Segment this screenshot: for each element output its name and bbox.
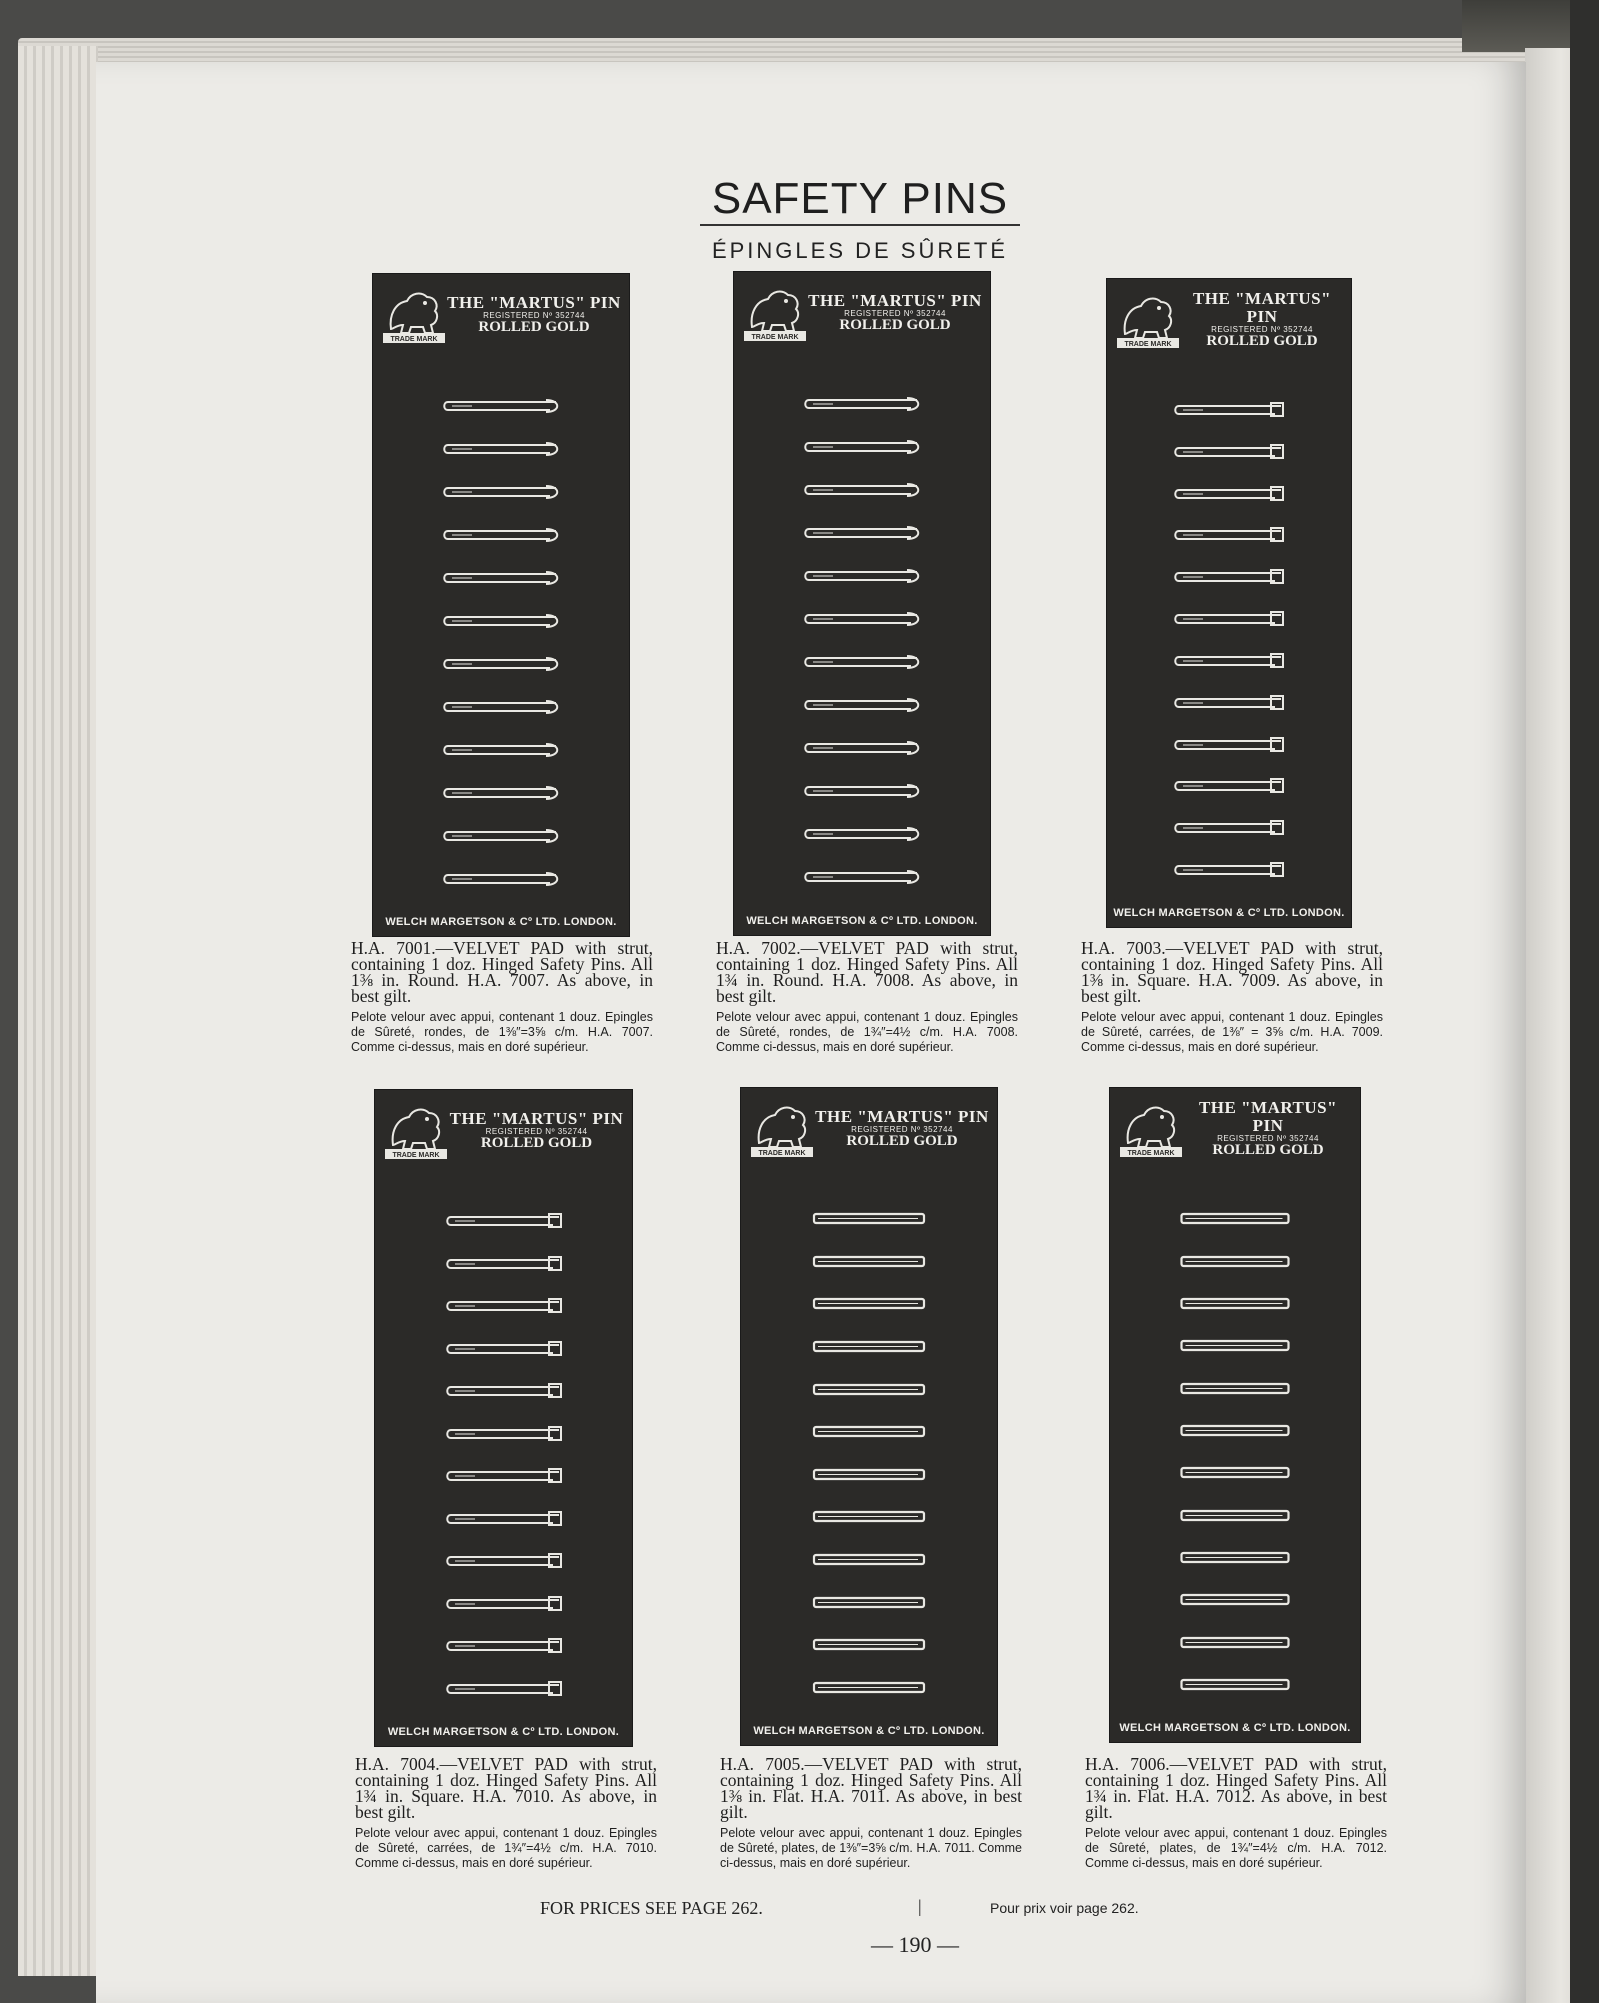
caption-english: H.A. 7005.—VELVET PAD with strut, containing 1 doz. Hinged Safety Pins. All 1⅜ in. Flat. H.A. 7011. As above, in best gilt.	[720, 1754, 1022, 1822]
safety-pin-icon	[803, 654, 921, 675]
safety-pin-icon	[1173, 820, 1285, 841]
svg-text:TRADE MARK: TRADE MARK	[758, 1150, 806, 1157]
safety-pin-icon	[442, 570, 560, 591]
lion-trademark-icon	[1118, 1099, 1184, 1159]
caption-english: H.A. 7006.—VELVET PAD with strut, containing 1 doz. Hinged Safety Pins. All 1¾ in. Flat. H.A. 7012. As above, in best gilt.	[1085, 1754, 1387, 1822]
product-card	[741, 1088, 997, 1745]
lion-trademark-icon	[1115, 290, 1181, 350]
safety-pin-icon	[1173, 695, 1285, 716]
safety-pin-icon	[442, 699, 560, 720]
pin-rows	[741, 1198, 997, 1709]
safety-pin-icon	[1173, 862, 1285, 883]
safety-pin-icon	[445, 1553, 563, 1574]
lion-trademark-icon	[749, 1099, 815, 1159]
caption-english: H.A. 7003.—VELVET PAD with strut, containing 1 doz. Hinged Safety Pins. All 1⅜ in. Square. H.A. 7009. As above, in best gilt.	[1081, 938, 1383, 1006]
maker-imprint: WELCH MARGETSON & Cº LTD. LONDON.	[1119, 1722, 1351, 1734]
registration-number: REGISTERED Nº 352744	[1211, 324, 1313, 334]
safety-pin-icon	[442, 742, 560, 763]
safety-pin-icon	[1178, 1254, 1293, 1275]
svg-text:TRADE MARK: TRADE MARK	[1127, 1150, 1175, 1157]
svg-text:TRADE MARK: TRADE MARK	[751, 334, 799, 341]
safety-pin-icon	[803, 826, 921, 847]
pin-rows	[734, 382, 990, 899]
safety-pin-icon	[1173, 402, 1285, 423]
safety-pin-icon	[1173, 444, 1285, 465]
safety-pin-icon	[803, 396, 921, 417]
safety-pin-icon	[810, 1339, 928, 1360]
safety-pin-icon	[810, 1509, 928, 1530]
safety-pin-icon	[445, 1341, 563, 1362]
card-logo	[1115, 285, 1343, 355]
product-card	[1110, 1088, 1360, 1742]
pin-rows	[1107, 389, 1351, 891]
safety-pin-icon	[1173, 527, 1285, 548]
registration-number: REGISTERED Nº 352744	[485, 1126, 588, 1136]
brand-name: THE "MARTUS" PIN	[815, 1107, 989, 1126]
safety-pin-icon	[442, 527, 560, 548]
caption-french: Pelote velour avec appui, contenant 1 douz. Epingles de Sûreté, rondes, de 1¾″=4½ c/m. H.A. 7008. Comme ci-dessus, mais en doré supérieur.	[716, 1010, 1018, 1054]
safety-pin-icon	[1178, 1211, 1293, 1232]
caption-french: Pelote velour avec appui, contenant 1 douz. Epingles de Sûreté, rondes, de 1⅜″=3⅝ c/m. H.A. 7007. Comme ci-dessus, mais en doré supérieur.	[351, 1010, 653, 1054]
safety-pin-icon	[1173, 611, 1285, 632]
safety-pin-icon	[810, 1254, 928, 1275]
registration-number: REGISTERED Nº 352744	[483, 310, 585, 320]
safety-pin-icon	[810, 1382, 928, 1403]
caption-french: Pelote velour avec appui, contenant 1 douz. Epingles de Sûreté, carrées, de 1¾″=4½ c/m. H.A. 7010. Comme ci-dessus, mais en doré supérieur.	[355, 1826, 657, 1870]
material-label: ROLLED GOLD	[1212, 1142, 1324, 1159]
brand-name: THE "MARTUS" PIN	[447, 293, 621, 312]
safety-pin-icon	[803, 439, 921, 460]
safety-pin-icon	[445, 1256, 563, 1277]
safety-pin-icon	[445, 1426, 563, 1447]
maker-imprint: WELCH MARGETSON & Cº LTD. LONDON.	[746, 915, 978, 927]
safety-pin-icon	[1173, 737, 1285, 758]
lion-trademark-icon	[381, 285, 447, 345]
safety-pin-icon	[1173, 778, 1285, 799]
safety-pin-icon	[1178, 1508, 1293, 1529]
material-label: ROLLED GOLD	[478, 319, 590, 336]
brand-name: THE "MARTUS" PIN	[808, 291, 982, 310]
safety-pin-icon	[810, 1595, 928, 1616]
maker-imprint: WELCH MARGETSON & Cº LTD. LONDON.	[385, 916, 617, 928]
lion-trademark-icon	[383, 1101, 449, 1161]
brand-name: THE "MARTUS" PIN	[449, 1109, 624, 1128]
product-caption	[720, 1756, 1022, 1871]
safety-pin-icon	[442, 484, 560, 505]
page-title: SAFETY PINS	[700, 174, 1020, 226]
safety-pin-icon	[445, 1468, 563, 1489]
caption-english: H.A. 7004.—VELVET PAD with strut, containing 1 doz. Hinged Safety Pins. All 1¾ in. Square. H.A. 7010. As above, in best gilt.	[355, 1754, 657, 1822]
material-label: ROLLED GOLD	[1206, 333, 1318, 350]
card-logo	[381, 280, 621, 350]
safety-pin-icon	[803, 783, 921, 804]
footer-separator: |	[918, 1896, 922, 1916]
safety-pin-icon	[803, 697, 921, 718]
safety-pin-icon	[445, 1638, 563, 1659]
safety-pin-icon	[803, 611, 921, 632]
pin-rows	[373, 384, 629, 900]
prices-note-english: FOR PRICES SEE PAGE 262.	[540, 1898, 763, 1918]
product-card	[375, 1090, 632, 1746]
safety-pin-icon	[445, 1383, 563, 1404]
safety-pin-icon	[1178, 1296, 1293, 1317]
safety-pin-icon	[1178, 1423, 1293, 1444]
safety-pin-icon	[810, 1637, 928, 1658]
card-logo	[383, 1096, 624, 1166]
book-page-edges-left	[18, 46, 98, 1976]
safety-pin-icon	[1178, 1465, 1293, 1486]
card-logo	[742, 278, 982, 348]
product-caption	[351, 940, 653, 1055]
safety-pin-icon	[1178, 1338, 1293, 1359]
safety-pin-icon	[445, 1681, 563, 1702]
safety-pin-icon	[1173, 569, 1285, 590]
pin-rows	[375, 1200, 632, 1710]
caption-english: H.A. 7001.—VELVET PAD with strut, containing 1 doz. Hinged Safety Pins. All 1⅜ in. Round. H.A. 7007. As above, in best gilt.	[351, 938, 653, 1006]
page-subtitle: ÉPINGLES DE SÛRETÉ	[711, 238, 1009, 263]
prices-note-french: Pour prix voir page 262.	[990, 1900, 1139, 1916]
material-label: ROLLED GOLD	[846, 1133, 958, 1150]
caption-french: Pelote velour avec appui, contenant 1 douz. Epingles de Sûreté, plates, de 1¾″=4½ c/m. H.A. 7012. Comme ci-dessus, mais en doré supérieur.	[1085, 1826, 1387, 1870]
product-card	[734, 272, 990, 935]
maker-imprint: WELCH MARGETSON & Cº LTD. LONDON.	[387, 1726, 620, 1738]
maker-imprint: WELCH MARGETSON & Cº LTD. LONDON.	[753, 1725, 985, 1737]
maker-imprint: WELCH MARGETSON & Cº LTD. LONDON.	[1113, 907, 1345, 919]
caption-french: Pelote velour avec appui, contenant 1 douz. Epingles de Sûreté, plates, de 1⅜″=3⅝ c/m. H.A. 7011. Comme ci-dessus, mais en doré supérieur.	[720, 1826, 1022, 1870]
lion-trademark-icon	[742, 283, 808, 343]
svg-text:TRADE MARK: TRADE MARK	[392, 1152, 440, 1159]
safety-pin-icon	[810, 1467, 928, 1488]
caption-french: Pelote velour avec appui, contenant 1 douz. Epingles de Sûreté, carrées, de 1⅜″ = 3⅝ c/m. H.A. 7009. Comme ci-dessus, mais en doré supérieur.	[1081, 1010, 1383, 1054]
safety-pin-icon	[803, 869, 921, 890]
safety-pin-icon	[810, 1552, 928, 1573]
safety-pin-icon	[803, 568, 921, 589]
safety-pin-icon	[810, 1211, 928, 1232]
safety-pin-icon	[803, 525, 921, 546]
safety-pin-icon	[442, 828, 560, 849]
product-caption	[1085, 1756, 1387, 1871]
safety-pin-icon	[442, 613, 560, 634]
safety-pin-icon	[1173, 486, 1285, 507]
pin-rows	[1110, 1198, 1360, 1706]
safety-pin-icon	[442, 398, 560, 419]
safety-pin-icon	[442, 441, 560, 462]
safety-pin-icon	[1173, 653, 1285, 674]
svg-text:TRADE MARK: TRADE MARK	[1124, 341, 1172, 348]
background-shadow	[1570, 0, 1599, 2003]
product-card	[1107, 279, 1351, 927]
material-label: ROLLED GOLD	[839, 317, 951, 334]
product-card	[373, 274, 629, 936]
registration-number: REGISTERED Nº 352744	[851, 1124, 953, 1134]
safety-pin-icon	[442, 656, 560, 677]
product-caption	[1081, 940, 1383, 1055]
brand-name: THE "MARTUS" PIN	[1198, 1098, 1338, 1135]
brand-name: THE "MARTUS" PIN	[1192, 289, 1332, 326]
registration-number: REGISTERED Nº 352744	[1217, 1133, 1319, 1143]
safety-pin-icon	[1178, 1677, 1293, 1698]
safety-pin-icon	[803, 482, 921, 503]
safety-pin-icon	[1178, 1381, 1293, 1402]
safety-pin-icon	[445, 1213, 563, 1234]
safety-pin-icon	[810, 1296, 928, 1317]
card-logo	[749, 1094, 989, 1164]
safety-pin-icon	[803, 740, 921, 761]
safety-pin-icon	[442, 871, 560, 892]
safety-pin-icon	[1178, 1550, 1293, 1571]
svg-text:TRADE MARK: TRADE MARK	[390, 336, 438, 343]
safety-pin-icon	[445, 1511, 563, 1532]
material-label: ROLLED GOLD	[480, 1135, 593, 1152]
safety-pin-icon	[1178, 1635, 1293, 1656]
product-caption	[355, 1756, 657, 1871]
safety-pin-icon	[442, 785, 560, 806]
safety-pin-icon	[810, 1424, 928, 1445]
registration-number: REGISTERED Nº 352744	[844, 308, 946, 318]
card-logo	[1118, 1094, 1352, 1164]
caption-english: H.A. 7002.—VELVET PAD with strut, containing 1 doz. Hinged Safety Pins. All 1¾ in. Round. H.A. 7008. As above, in best gilt.	[716, 938, 1018, 1006]
safety-pin-icon	[1178, 1592, 1293, 1613]
safety-pin-icon	[810, 1680, 928, 1701]
product-caption	[716, 940, 1018, 1055]
safety-pin-icon	[445, 1298, 563, 1319]
safety-pin-icon	[445, 1596, 563, 1617]
page-number: — 190 —	[871, 1932, 959, 1957]
